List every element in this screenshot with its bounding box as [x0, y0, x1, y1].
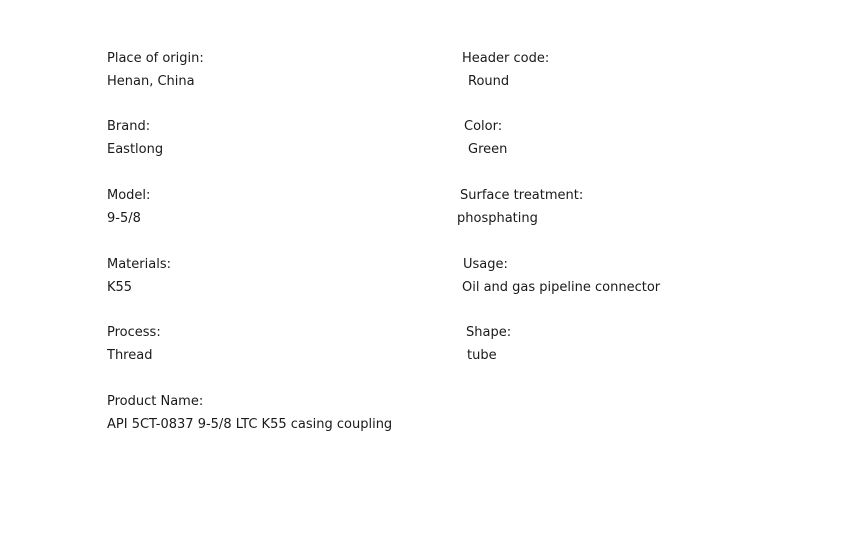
spec-value: Oil and gas pipeline connector — [462, 280, 661, 295]
spec-product-name — [107, 394, 392, 433]
spec-value: tube — [467, 348, 497, 363]
spec-label: Header code: — [462, 51, 550, 66]
spec-model — [107, 188, 150, 227]
spec-value: Thread — [107, 348, 153, 363]
spec-label: Color: — [464, 119, 503, 134]
spec-label: Materials: — [107, 257, 171, 272]
spec-label: Process: — [107, 325, 161, 340]
spec-value: 9-5/8 — [107, 211, 141, 226]
spec-label: Surface treatment: — [460, 188, 584, 203]
spec-value: API 5CT-0837 9-5/8 LTC K55 casing coupling — [107, 417, 393, 432]
spec-label: Model: — [107, 188, 151, 203]
spec-process — [107, 325, 161, 364]
spec-usage — [463, 257, 660, 296]
spec-surface-treatment — [457, 188, 584, 227]
spec-label: Shape: — [466, 325, 512, 340]
spec-color — [464, 119, 507, 158]
spec-value: Round — [468, 74, 510, 89]
spec-header-code — [462, 51, 549, 90]
spec-value: phosphating — [457, 211, 538, 226]
spec-label: Place of origin: — [107, 51, 204, 66]
spec-shape — [466, 325, 511, 364]
spec-value: Green — [468, 142, 508, 157]
spec-value: Eastlong — [107, 142, 164, 157]
spec-label: Brand: — [107, 119, 151, 134]
spec-value: Henan, China — [107, 74, 195, 89]
spec-label: Usage: — [463, 257, 508, 272]
spec-place-of-origin — [107, 51, 204, 90]
spec-brand — [107, 119, 163, 158]
spec-value: K55 — [107, 280, 133, 295]
spec-materials — [107, 257, 171, 296]
spec-label: Product Name: — [107, 394, 204, 409]
